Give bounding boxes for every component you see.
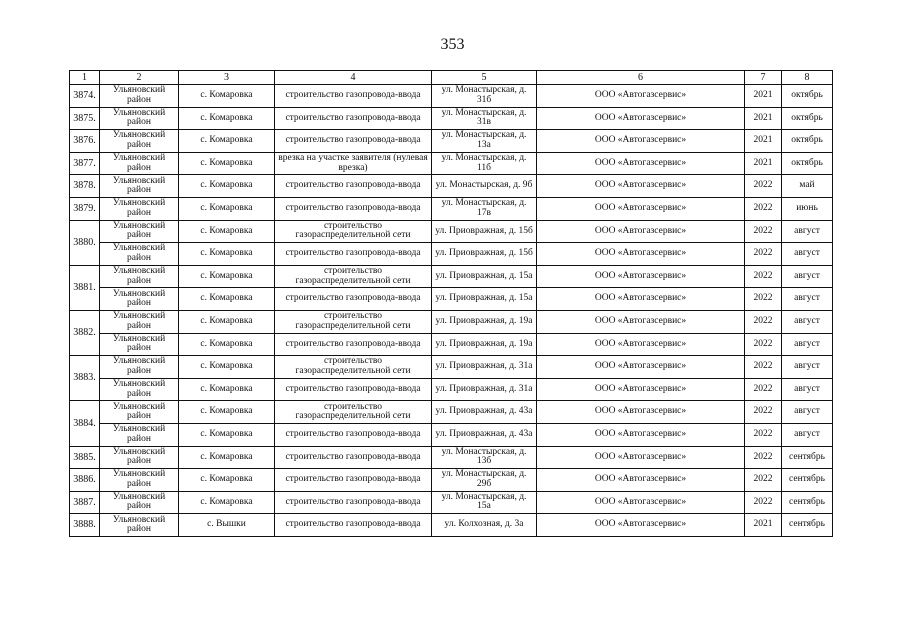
district-cell: Ульяновский район xyxy=(100,130,179,153)
row-number-cell: 3878. xyxy=(70,175,100,198)
table-row xyxy=(70,469,833,492)
org-cell: ООО «Автогазсервис» xyxy=(537,469,745,492)
year-cell: 2022 xyxy=(745,175,782,198)
district-cell: Ульяновский район xyxy=(100,152,179,175)
locality-cell: с. Комаровка xyxy=(179,130,275,153)
month-cell: август xyxy=(782,310,833,333)
row-number-cell: 3881. xyxy=(70,265,100,310)
address-cell: ул. Монастырская, д. 11б xyxy=(432,152,537,175)
table-row xyxy=(70,310,833,333)
col-header: 4 xyxy=(275,71,432,85)
row-number-cell: 3883. xyxy=(70,356,100,401)
work-cell: строительство газопровода-ввода xyxy=(275,288,432,311)
address-cell: ул. Приовражная, д. 15б xyxy=(432,220,537,243)
locality-cell: с. Комаровка xyxy=(179,491,275,514)
year-cell: 2021 xyxy=(745,85,782,108)
address-cell: ул. Приовражная, д. 19а xyxy=(432,333,537,356)
col-header: 8 xyxy=(782,71,833,85)
district-cell: Ульяновский район xyxy=(100,288,179,311)
org-cell: ООО «Автогазсервис» xyxy=(537,491,745,514)
locality-cell: с. Комаровка xyxy=(179,288,275,311)
month-cell: сентябрь xyxy=(782,491,833,514)
row-number-cell: 3879. xyxy=(70,197,100,220)
month-cell: октябрь xyxy=(782,107,833,130)
locality-cell: с. Комаровка xyxy=(179,356,275,379)
row-number-cell: 3876. xyxy=(70,130,100,153)
year-cell: 2022 xyxy=(745,220,782,243)
work-cell: строительство газораспределительной сети xyxy=(275,220,432,243)
work-cell: строительство газопровода-ввода xyxy=(275,514,432,537)
district-cell: Ульяновский район xyxy=(100,491,179,514)
address-cell: ул. Монастырская, д. 15а xyxy=(432,491,537,514)
work-cell: строительство газораспределительной сети xyxy=(275,356,432,379)
address-cell: ул. Приовражная, д. 15а xyxy=(432,288,537,311)
address-cell: ул. Монастырская, д. 9б xyxy=(432,175,537,198)
month-cell: июнь xyxy=(782,197,833,220)
address-cell: ул. Приовражная, д. 31а xyxy=(432,356,537,379)
year-cell: 2022 xyxy=(745,491,782,514)
locality-cell: с. Комаровка xyxy=(179,243,275,266)
work-cell: строительство газораспределительной сети xyxy=(275,265,432,288)
year-cell: 2021 xyxy=(745,514,782,537)
org-cell: ООО «Автогазсервис» xyxy=(537,85,745,108)
row-number-cell: 3888. xyxy=(70,514,100,537)
table-row xyxy=(70,265,833,288)
org-cell: ООО «Автогазсервис» xyxy=(537,107,745,130)
row-number-cell: 3886. xyxy=(70,469,100,492)
row-number-cell: 3882. xyxy=(70,310,100,355)
month-cell: август xyxy=(782,378,833,401)
address-cell: ул. Монастырская, д. 13а xyxy=(432,130,537,153)
table-row xyxy=(70,197,833,220)
table-row xyxy=(70,378,833,401)
table-row xyxy=(70,446,833,469)
org-cell: ООО «Автогазсервис» xyxy=(537,175,745,198)
address-cell: ул. Приовражная, д. 15б xyxy=(432,243,537,266)
month-cell: сентябрь xyxy=(782,469,833,492)
locality-cell: с. Комаровка xyxy=(179,220,275,243)
col-header: 3 xyxy=(179,71,275,85)
row-number-cell: 3887. xyxy=(70,491,100,514)
district-cell: Ульяновский район xyxy=(100,514,179,537)
locality-cell: с. Комаровка xyxy=(179,85,275,108)
address-cell: ул. Приовражная, д. 43а xyxy=(432,401,537,424)
month-cell: август xyxy=(782,288,833,311)
locality-cell: с. Комаровка xyxy=(179,446,275,469)
year-cell: 2022 xyxy=(745,446,782,469)
org-cell: ООО «Автогазсервис» xyxy=(537,243,745,266)
table-row xyxy=(70,175,833,198)
work-cell: строительство газопровода-ввода xyxy=(275,491,432,514)
month-cell: август xyxy=(782,333,833,356)
locality-cell: с. Комаровка xyxy=(179,423,275,446)
district-cell: Ульяновский район xyxy=(100,310,179,333)
org-cell: ООО «Автогазсервис» xyxy=(537,333,745,356)
month-cell: август xyxy=(782,265,833,288)
row-number-cell: 3875. xyxy=(70,107,100,130)
work-cell: строительство газопровода-ввода xyxy=(275,85,432,108)
district-cell: Ульяновский район xyxy=(100,423,179,446)
org-cell: ООО «Автогазсервис» xyxy=(537,220,745,243)
locality-cell: с. Комаровка xyxy=(179,378,275,401)
org-cell: ООО «Автогазсервис» xyxy=(537,378,745,401)
month-cell: август xyxy=(782,356,833,379)
month-cell: сентябрь xyxy=(782,446,833,469)
table-row xyxy=(70,423,833,446)
year-cell: 2022 xyxy=(745,310,782,333)
address-cell: ул. Приовражная, д. 43а xyxy=(432,423,537,446)
work-cell: строительство газопровода-ввода xyxy=(275,333,432,356)
locality-cell: с. Комаровка xyxy=(179,310,275,333)
month-cell: август xyxy=(782,243,833,266)
work-cell: строительство газопровода-ввода xyxy=(275,130,432,153)
locality-cell: с. Комаровка xyxy=(179,333,275,356)
org-cell: ООО «Автогазсервис» xyxy=(537,514,745,537)
col-header: 5 xyxy=(432,71,537,85)
month-cell: август xyxy=(782,220,833,243)
year-cell: 2022 xyxy=(745,401,782,424)
month-cell: сентябрь xyxy=(782,514,833,537)
table-row xyxy=(70,85,833,108)
year-cell: 2022 xyxy=(745,333,782,356)
col-header: 2 xyxy=(100,71,179,85)
district-cell: Ульяновский район xyxy=(100,220,179,243)
district-cell: Ульяновский район xyxy=(100,333,179,356)
work-cell: строительство газопровода-ввода xyxy=(275,243,432,266)
table-body xyxy=(70,85,833,537)
year-cell: 2022 xyxy=(745,356,782,379)
col-header: 1 xyxy=(70,71,100,85)
table-row xyxy=(70,220,833,243)
table-row xyxy=(70,107,833,130)
year-cell: 2022 xyxy=(745,469,782,492)
district-cell: Ульяновский район xyxy=(100,85,179,108)
district-cell: Ульяновский район xyxy=(100,197,179,220)
address-cell: ул. Монастырская, д. 13б xyxy=(432,446,537,469)
district-cell: Ульяновский район xyxy=(100,401,179,424)
row-number-cell: 3884. xyxy=(70,401,100,446)
year-cell: 2022 xyxy=(745,288,782,311)
work-cell: строительство газопровода-ввода xyxy=(275,446,432,469)
address-cell: ул. Колхозная, д. 3а xyxy=(432,514,537,537)
work-cell: строительство газопровода-ввода xyxy=(275,197,432,220)
year-cell: 2021 xyxy=(745,107,782,130)
address-cell: ул. Монастырская, д. 17в xyxy=(432,197,537,220)
org-cell: ООО «Автогазсервис» xyxy=(537,288,745,311)
locality-cell: с. Комаровка xyxy=(179,152,275,175)
org-cell: ООО «Автогазсервис» xyxy=(537,356,745,379)
work-cell: строительство газопровода-ввода xyxy=(275,175,432,198)
work-cell: строительство газораспределительной сети xyxy=(275,310,432,333)
address-cell: ул. Монастырская, д. 31в xyxy=(432,107,537,130)
org-cell: ООО «Автогазсервис» xyxy=(537,423,745,446)
work-cell: строительство газопровода-ввода xyxy=(275,469,432,492)
district-cell: Ульяновский район xyxy=(100,446,179,469)
table-row xyxy=(70,288,833,311)
data-table xyxy=(69,70,833,537)
table-row xyxy=(70,491,833,514)
col-header: 7 xyxy=(745,71,782,85)
org-cell: ООО «Автогазсервис» xyxy=(537,446,745,469)
month-cell: октябрь xyxy=(782,130,833,153)
table-row xyxy=(70,401,833,424)
year-cell: 2022 xyxy=(745,423,782,446)
year-cell: 2021 xyxy=(745,130,782,153)
year-cell: 2021 xyxy=(745,152,782,175)
district-cell: Ульяновский район xyxy=(100,378,179,401)
locality-cell: с. Вышки xyxy=(179,514,275,537)
district-cell: Ульяновский район xyxy=(100,107,179,130)
work-cell: врезка на участке заявителя (нулевая врезка) xyxy=(275,152,432,175)
locality-cell: с. Комаровка xyxy=(179,175,275,198)
year-cell: 2022 xyxy=(745,243,782,266)
row-number-cell: 3885. xyxy=(70,446,100,469)
year-cell: 2022 xyxy=(745,378,782,401)
address-cell: ул. Приовражная, д. 15а xyxy=(432,265,537,288)
locality-cell: с. Комаровка xyxy=(179,197,275,220)
district-cell: Ульяновский район xyxy=(100,356,179,379)
org-cell: ООО «Автогазсервис» xyxy=(537,401,745,424)
district-cell: Ульяновский район xyxy=(100,265,179,288)
locality-cell: с. Комаровка xyxy=(179,265,275,288)
locality-cell: с. Комаровка xyxy=(179,469,275,492)
row-number-cell: 3880. xyxy=(70,220,100,265)
address-cell: ул. Монастырская, д. 31б xyxy=(432,85,537,108)
month-cell: октябрь xyxy=(782,152,833,175)
org-cell: ООО «Автогазсервис» xyxy=(537,197,745,220)
row-number-cell: 3874. xyxy=(70,85,100,108)
col-header: 6 xyxy=(537,71,745,85)
district-cell: Ульяновский район xyxy=(100,469,179,492)
month-cell: август xyxy=(782,423,833,446)
header-row xyxy=(70,71,833,85)
table-row xyxy=(70,243,833,266)
table-row xyxy=(70,514,833,537)
address-cell: ул. Приовражная, д. 19а xyxy=(432,310,537,333)
address-cell: ул. Приовражная, д. 31а xyxy=(432,378,537,401)
work-cell: строительство газопровода-ввода xyxy=(275,378,432,401)
address-cell: ул. Монастырская, д. 29б xyxy=(432,469,537,492)
page-number: 353 xyxy=(440,36,465,53)
month-cell: октябрь xyxy=(782,85,833,108)
district-cell: Ульяновский район xyxy=(100,175,179,198)
month-cell: август xyxy=(782,401,833,424)
locality-cell: с. Комаровка xyxy=(179,107,275,130)
table-row xyxy=(70,130,833,153)
year-cell: 2022 xyxy=(745,265,782,288)
table-row xyxy=(70,152,833,175)
org-cell: ООО «Автогазсервис» xyxy=(537,310,745,333)
locality-cell: с. Комаровка xyxy=(179,401,275,424)
table-row xyxy=(70,356,833,379)
org-cell: ООО «Автогазсервис» xyxy=(537,130,745,153)
month-cell: май xyxy=(782,175,833,198)
table-row xyxy=(70,333,833,356)
work-cell: строительство газопровода-ввода xyxy=(275,107,432,130)
district-cell: Ульяновский район xyxy=(100,243,179,266)
work-cell: строительство газораспределительной сети xyxy=(275,401,432,424)
year-cell: 2022 xyxy=(745,197,782,220)
work-cell: строительство газопровода-ввода xyxy=(275,423,432,446)
row-number-cell: 3877. xyxy=(70,152,100,175)
org-cell: ООО «Автогазсервис» xyxy=(537,265,745,288)
org-cell: ООО «Автогазсервис» xyxy=(537,152,745,175)
